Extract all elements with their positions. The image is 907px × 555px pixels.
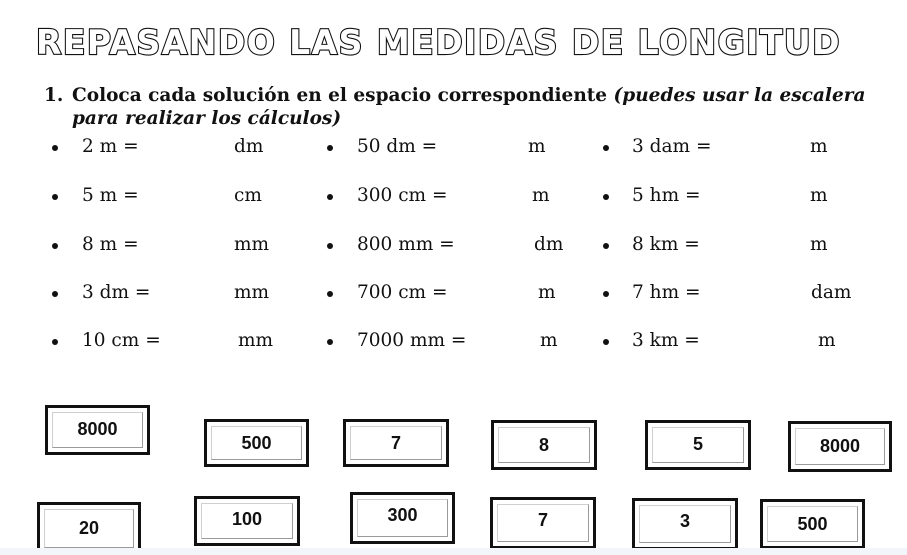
tile-value: 7 [390,433,401,453]
bullet [52,339,58,345]
answer-tile[interactable] [350,492,455,544]
answer-tile[interactable] [490,497,596,549]
question-3: 5 hm = [632,185,701,206]
bullet [327,194,333,200]
tile-value: 100 [231,509,263,529]
exercise-row [0,282,907,308]
unit-3: m [810,136,828,157]
instruction-italic-1: (puedes usar la escalera [613,85,866,106]
unit-1: dm [234,136,264,157]
answer-tile[interactable] [491,420,597,470]
question-3: 7 hm = [632,282,701,303]
tile-value: 8000 [819,436,861,456]
question-1: 10 cm = [82,330,161,351]
bullet [52,194,58,200]
answer-tile[interactable] [632,498,738,550]
bullet [52,145,58,151]
question-1: 8 m = [82,234,139,255]
instruction-number: 1. [44,85,64,106]
bullet [327,243,333,249]
bullet [603,339,609,345]
unit-1: mm [234,234,270,255]
unit-2: m [538,282,556,303]
exercise-row [0,234,907,260]
answer-tile[interactable] [194,496,300,546]
unit-3: m [810,234,828,255]
instruction-text: Coloca cada solución en el espacio correspondiente [72,85,614,106]
bullet [603,145,609,151]
unit-1: mm [234,282,270,303]
answer-tile[interactable] [760,499,865,549]
question-3: 3 km = [632,330,700,351]
bullet [52,291,58,297]
tile-value: 5 [692,434,703,454]
answer-tile[interactable] [45,405,150,455]
question-2: 300 cm = [357,185,448,206]
exercise-row [0,136,907,162]
bullet [603,243,609,249]
instruction [44,84,884,130]
tile-value: 3 [679,511,690,531]
question-2: 800 mm = [357,234,455,255]
question-3: 3 dam = [632,136,712,157]
question-3: 8 km = [632,234,700,255]
tile-value: 20 [78,518,100,538]
answer-tile[interactable] [204,419,309,467]
question-1: 3 dm = [82,282,151,303]
question-1: 2 m = [82,136,139,157]
question-2: 700 cm = [357,282,448,303]
tile-value: 500 [241,433,272,453]
unit-1: mm [238,330,274,351]
question-2: 7000 mm = [357,330,467,351]
exercise-row [0,185,907,211]
bottom-strip [0,548,907,555]
bullet [603,194,609,200]
bullet [327,339,333,345]
page-title-text: REPASANDO LAS MEDIDAS DE LONGITUD [36,23,841,63]
unit-1: cm [234,185,262,206]
page-title [34,14,854,66]
question-2: 50 dm = [357,136,438,157]
exercise-row [0,330,907,356]
instruction-italic-2: para realizar los cálculos) [72,108,342,129]
bullet [603,291,609,297]
unit-2: dm [534,234,564,255]
answer-tile[interactable] [645,420,751,470]
unit-2: m [540,330,558,351]
tile-value: 8 [538,434,549,455]
unit-3: m [810,185,828,206]
tile-value: 300 [387,505,418,525]
answer-tile[interactable] [343,419,449,467]
bullet [327,145,333,151]
bullet [327,291,333,297]
tile-value: 500 [797,513,828,534]
question-1: 5 m = [82,185,139,206]
answer-tile[interactable] [788,421,892,472]
unit-2: m [532,185,550,206]
unit-3: dam [811,282,852,303]
bullet [52,243,58,249]
tile-value: 8000 [77,419,118,439]
tile-value: 7 [537,510,548,530]
unit-3: m [818,330,836,351]
unit-2: m [528,136,546,157]
